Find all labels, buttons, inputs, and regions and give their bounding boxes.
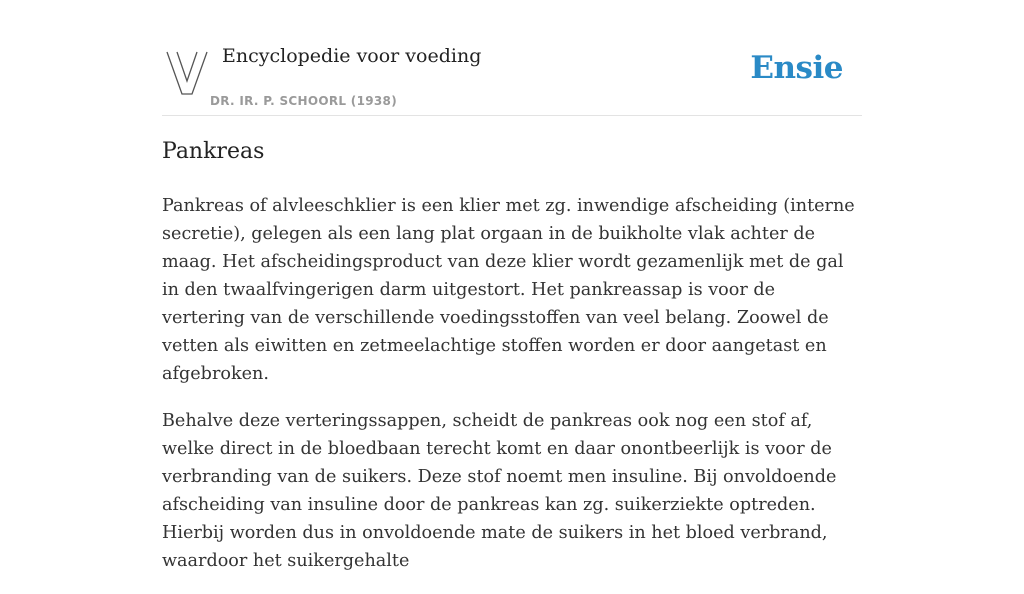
article-title: Pankreas — [162, 139, 265, 164]
v-logo-icon[interactable] — [166, 48, 208, 96]
article-body — [162, 192, 862, 594]
article-paragraph: Pankreas of alvleeschklier is een klier met zg. inwendige afscheiding (interne secretie), gelegen als een lang plat orgaan in de buikholte vlak achter de maag. Het afscheidingsproduct van deze klier wordt gezamenlijk met de gal in den twaalfvingerigen darm uitgestort. Het pankreassap is voor de vertering van de verschillende voedingsstoffen van veel belang. Zoowel de vetten als eiwitten en zetmeelachtige stoffen worden er door aangetast en afgebroken. — [162, 196, 855, 384]
brand-logo[interactable]: Ensie — [750, 50, 843, 86]
article-paragraph: Behalve deze verteringssappen, scheidt de pankreas ook nog een stof af, welke direct in de bloedbaan terecht komt en daar onontbeerlijk is voor de verbranding van de suikers. Deze stof noemt men insuline. Bij onvoldoende afscheiding van insuline door de pankreas kan zg. suikerziekte optreden. Hierbij worden dus in onvoldoende mate de suikers in het bloed verbrand, waardoor het suikergehalte — [162, 411, 837, 571]
encyclopedia-title[interactable]: Encyclopedie voor voeding — [222, 45, 482, 67]
site-header — [162, 0, 862, 116]
author-label: DR. IR. P. SCHOORL (1938) — [210, 94, 397, 108]
